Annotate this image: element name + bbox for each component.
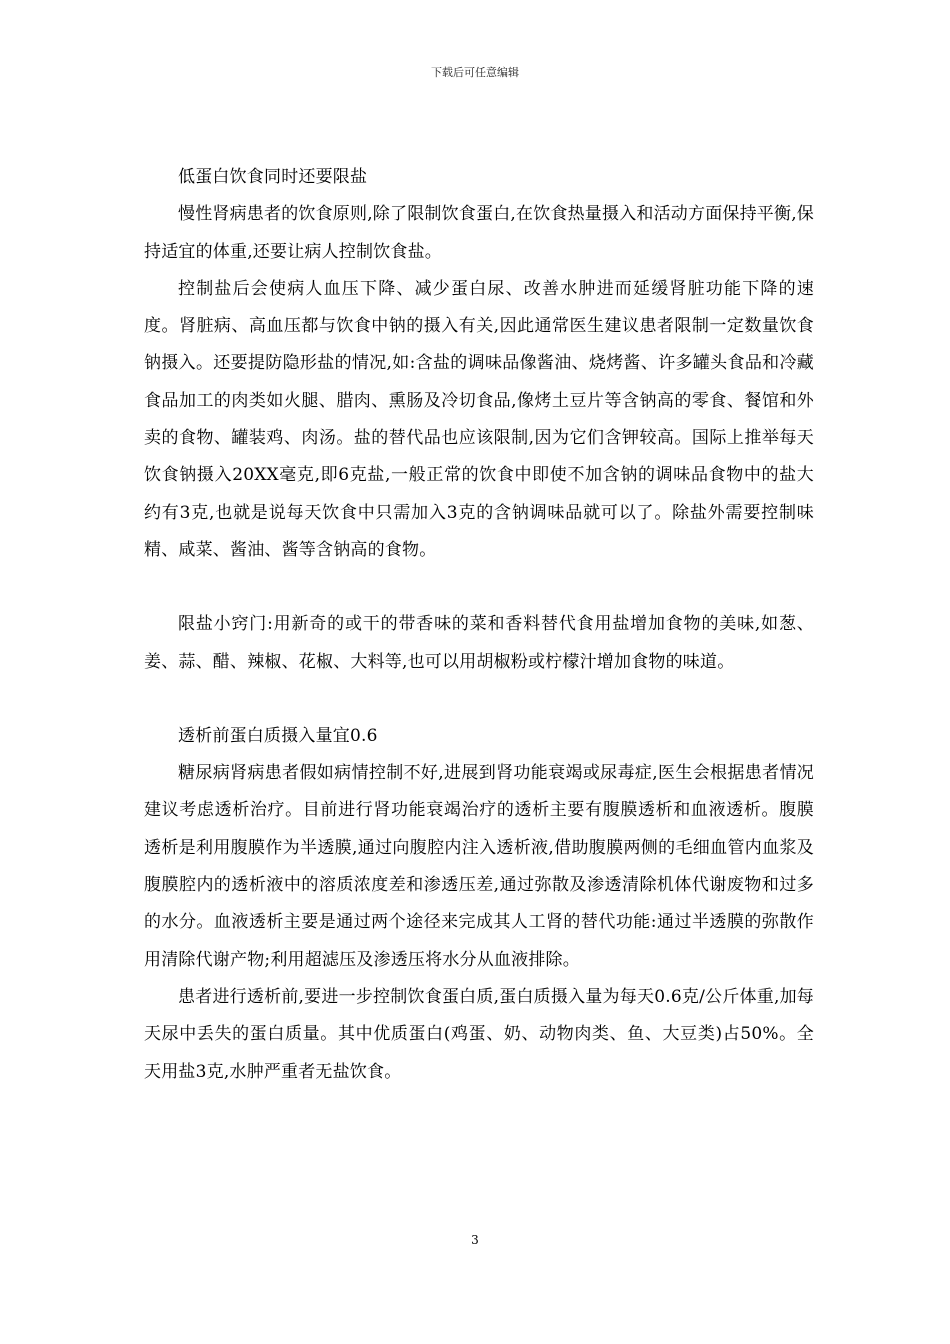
paragraph-protein-intake: 患者进行透析前,要进一步控制饮食蛋白质,蛋白质摄入量为每天0.6克/公斤体重,加每天尿中丢失的蛋白质量。其中优质蛋白(鸡蛋、奶、动物肉类、鱼、大豆类)占50%。全天用盐3克,水肿严重者无盐饮食。 (144, 986, 814, 1082)
paragraph-dialysis-types: 糖尿病肾病患者假如病情控制不好,进展到肾功能衰竭或尿毒症,医生会根据患者情况建议考虑透析治疗。目前进行肾功能衰竭治疗的透析主要有腹膜透析和血液透析。腹膜透析是利用腹膜作为半透膜,通过向腹腔内注入透析液,借助腹膜两侧的毛细血管内血浆及腹膜腔内的透析液中的溶质浓度差和渗透压差,通过弥散及渗透清除机体代谢废物和过多的水分。血液透析主要是通过两个途径来完成其人工肾的替代功能:通过半透膜的弥散作用清除代谢产物;利用超滤压及渗透压将水分从血液排除。 (144, 763, 814, 970)
section-heading-salt: 低蛋白饮食同时还要限盐 (178, 167, 368, 187)
paragraph-spacer (144, 569, 814, 606)
paragraph-spacer (144, 681, 814, 718)
paragraph-salt-control: 控制盐后会使病人血压下降、减少蛋白尿、改善水肿进而延缓肾脏功能下降的速度。肾脏病、高血压都与饮食中钠的摄入有关,因此通常医生建议患者限制一定数量饮食钠摄入。还要提防隐形盐的情况,如:含盐的调味品像酱油、烧烤酱、许多罐头食品和冷藏食品加工的肉类如火腿、腊肉、熏肠及冷切食品,像烤土豆片等含钠高的零食、餐馆和外卖的食物、罐装鸡、肉汤。盐的替代品也应该限制,因为它们含钾较高。国际上推举每天饮食钠摄入20XX毫克,即6克盐,一般正常的饮食中即使不加含钠的调味品食物中的盐大约有3克,也就是说每天饮食中只需加入3克的含钠调味品就可以了。除盐外需要控制味精、咸菜、酱油、酱等含钠高的食物。 (144, 278, 814, 560)
page-header: 下载后可任意编辑 (431, 66, 519, 79)
paragraph-diet-principle: 慢性肾病患者的饮食原则,除了限制饮食蛋白,在饮食热量摄入和活动方面保持平衡,保持适宜的体重,还要让病人控制饮食盐。 (144, 204, 815, 262)
page-number: 3 (471, 1233, 479, 1247)
paragraph-salt-tips: 限盐小窍门:用新奇的或干的带香味的菜和香料替代食用盐增加食物的美味,如葱、姜、蒜、醋、辣椒、花椒、大料等,也可以用胡椒粉或柠檬汁增加食物的味道。 (144, 614, 814, 672)
document-body (144, 159, 814, 1091)
section-heading-dialysis: 透析前蛋白质摄入量宜0.6 (178, 725, 378, 746)
